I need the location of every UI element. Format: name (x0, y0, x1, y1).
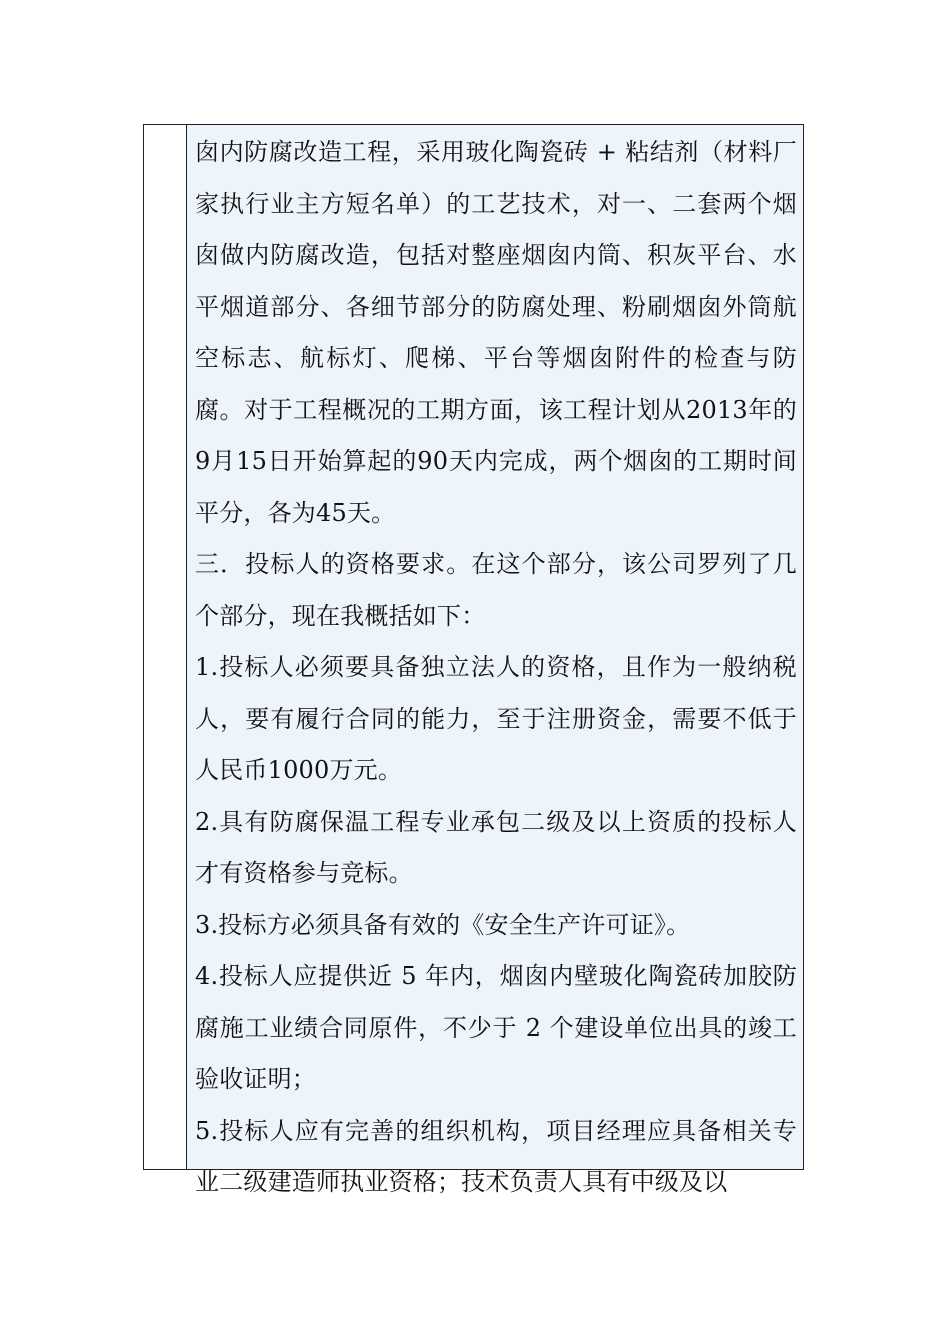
paragraph-requirement-1: 1.投标人必须要具备独立法人的资格，且作为一般纳税人，要有履行合同的能力，至于注册资金，需要不低于人民币1000万元。 (195, 653, 797, 784)
paragraph-qualification-heading: 三．投标人的资格要求。在这个部分，该公司罗列了几个部分，现在我概括如下： (195, 550, 797, 630)
paragraph-requirement-4: 4.投标人应提供近 5 年内，烟囱内壁玻化陶瓷砖加胶防腐施工业绩合同原件，不少于 2 个建设单位出具的竣工验收证明； (195, 962, 797, 1093)
table-left-column (144, 125, 187, 1169)
paragraph-requirement-5: 5.投标人应有完善的组织机构，项目经理应具备相关专业二级建造师执业资格；技术负责人具有中级及以 (195, 1116, 797, 1196)
paragraph-requirement-3: 3.投标方必须具备有效的《安全生产许可证》。 (195, 910, 691, 939)
paragraph-project-overview: 囱内防腐改造工程，采用玻化陶瓷砖 + 粘结剂（材料厂家执行业主方短名单）的工艺技术，对一、二套两个烟囱做内防腐改造，包括对整座烟囱内筒、积灰平台、水平烟道部分、各细节部分的防腐处理、粉刷烟囱外筒航空标志、航标灯、爬梯、平台等烟囱附件的检查与防腐。对于工程概况的工期方面，该工程计划从2013年的9月15日开始算起的90天内完成，两个烟囱的工期时间平分，各为45天。 (195, 138, 797, 527)
table-content-cell (187, 125, 803, 1196)
paragraph-requirement-2: 2.具有防腐保温工程专业承包二级及以上资质的投标人才有资格参与竞标。 (195, 807, 797, 887)
document-table (143, 124, 804, 1196)
